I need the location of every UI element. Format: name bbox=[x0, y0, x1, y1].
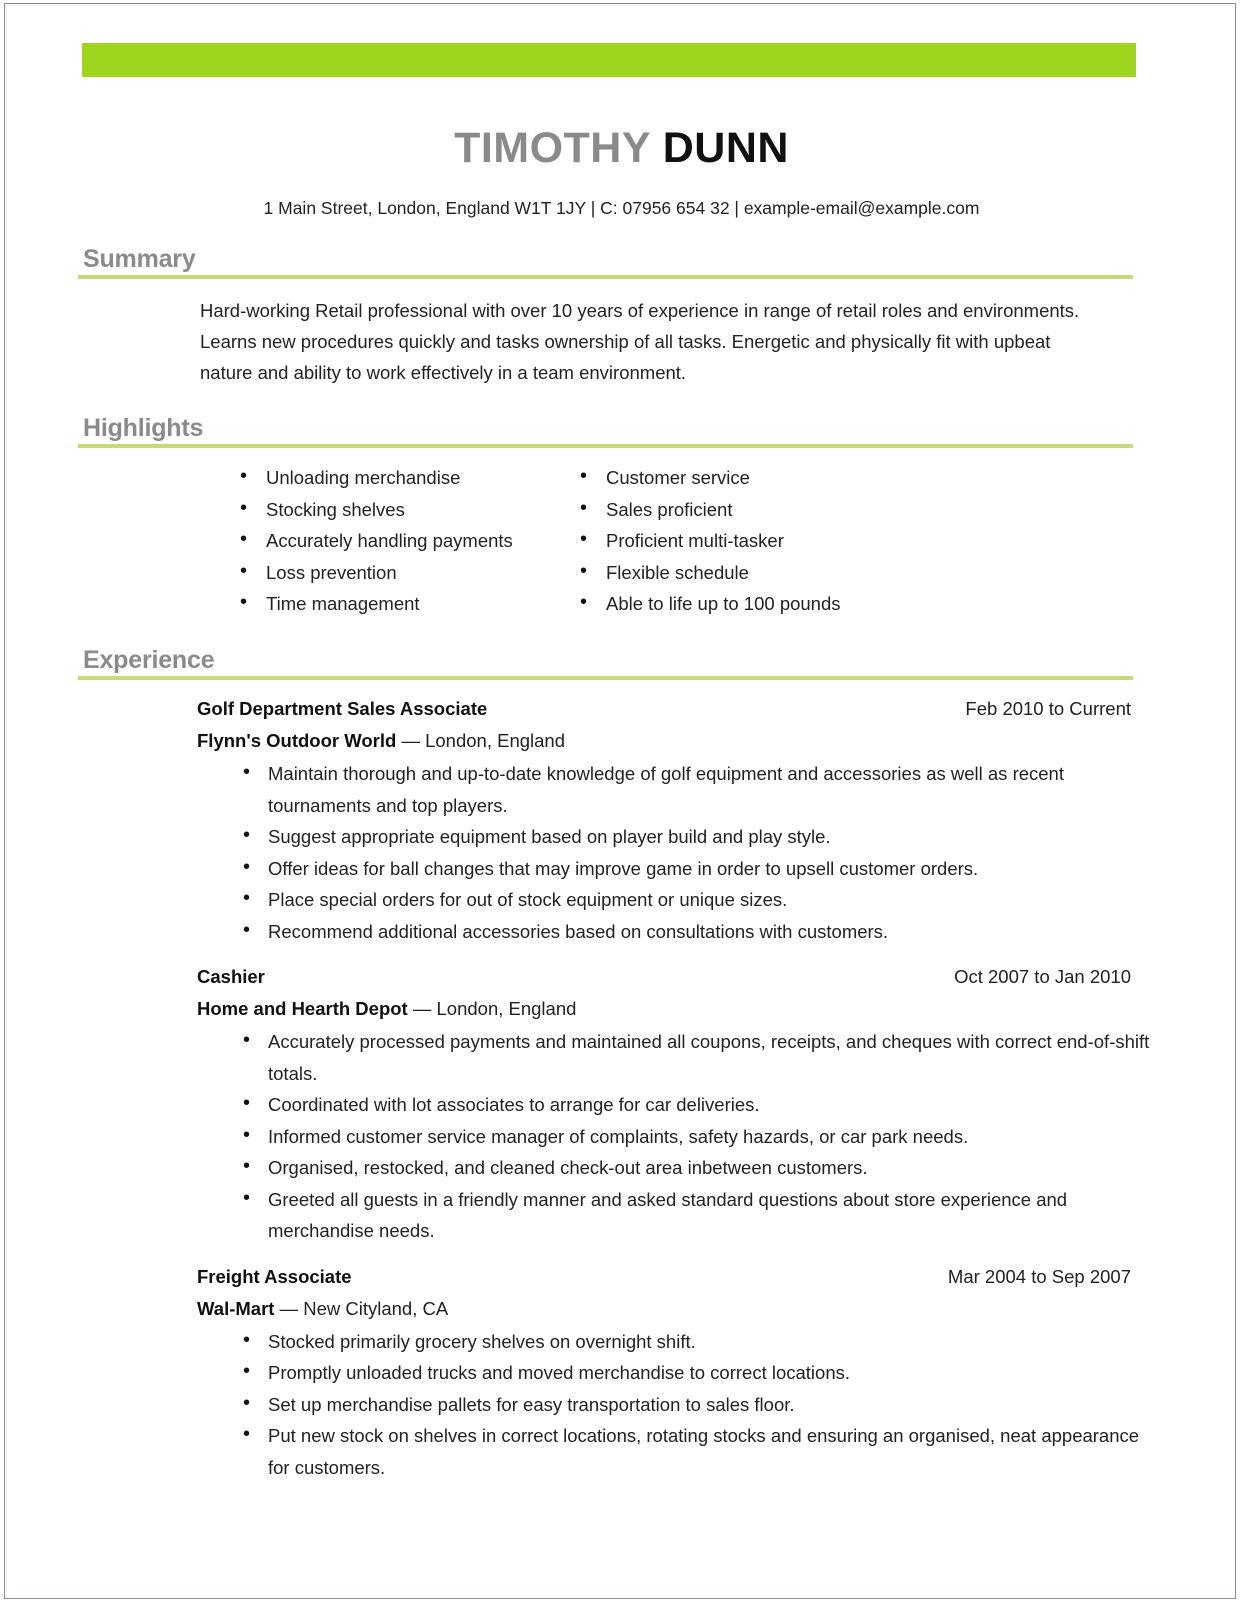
summary-text: Hard-working Retail professional with over 10 years of experience in range of retail roles and environments. Learns new procedures quickly and tasks ownership of all tasks. Energetic and physically fit with upbeat nature and ability to work effectively in a team environment. bbox=[200, 300, 1080, 384]
job-company-line: Home and Hearth Depot — London, England bbox=[197, 998, 577, 1020]
section-title-summary: Summary bbox=[83, 245, 196, 273]
experience-entry-header bbox=[197, 966, 1131, 993]
job-bullet: • Set up merchandise pallets for easy transportation to sales floor. bbox=[240, 1389, 1158, 1421]
section-rule-summary bbox=[78, 275, 1133, 279]
job-bullet: • Offer ideas for ball changes that may improve game in order to upsell customer orders. bbox=[240, 853, 1158, 885]
job-bullet: • Place special orders for out of stock equipment or unique sizes. bbox=[240, 884, 1158, 916]
job-bullet: • Recommend additional accessories based on consultations with customers. bbox=[240, 916, 1158, 948]
job-dates: Mar 2004 to Sep 2007 bbox=[947, 1265, 1131, 1287]
job-bullet: • Greeted all guests in a friendly manner and asked standard questions about store experience and merchandise needs. bbox=[240, 1184, 1158, 1247]
highlights-column-left bbox=[236, 462, 576, 620]
contact-line: 1 Main Street, London, England W1T 1JY | C: 07956 654 32 | example-email@example.com bbox=[263, 198, 980, 218]
highlight-item: • Sales proficient bbox=[576, 494, 916, 526]
job-bullet: • Suggest appropriate equipment based on player build and play style. bbox=[240, 821, 1158, 853]
page-title bbox=[0, 124, 1243, 173]
highlight-item: • Proficient multi-tasker bbox=[576, 525, 916, 557]
job-bullet: • Organised, restocked, and cleaned check-out area inbetween customers. bbox=[240, 1152, 1158, 1184]
first-name: TIMOTHY bbox=[454, 124, 663, 172]
job-bullet: • Accurately processed payments and maintained all coupons, receipts, and cheques with correct end-of-shift totals. bbox=[240, 1026, 1158, 1089]
highlight-item: • Flexible schedule bbox=[576, 557, 916, 589]
highlight-item: • Loss prevention bbox=[236, 557, 576, 589]
job-company-name: Wal-Mart bbox=[197, 1297, 275, 1319]
highlight-item: • Stocking shelves bbox=[236, 494, 576, 526]
section-summary bbox=[78, 246, 1133, 388]
highlight-item: • Customer service bbox=[576, 462, 916, 494]
experience-entry bbox=[78, 698, 1133, 947]
highlight-item: • Time management bbox=[236, 588, 576, 620]
job-dates: Oct 2007 to Jan 2010 bbox=[954, 966, 1131, 988]
header-accent-bar bbox=[82, 43, 1136, 77]
experience-entry-header bbox=[197, 1266, 1131, 1293]
job-bullet: • Maintain thorough and up-to-date knowledge of golf equipment and accessories as well as recent tournaments and top players. bbox=[240, 758, 1158, 821]
job-title: Freight Associate bbox=[197, 1265, 352, 1287]
job-company-line: Wal-Mart — New Cityland, CA bbox=[197, 1297, 449, 1319]
job-company-name: Flynn's Outdoor World bbox=[197, 730, 397, 752]
job-bullet: • Coordinated with lot associates to arrange for car deliveries. bbox=[240, 1089, 1158, 1121]
experience-entry bbox=[78, 966, 1150, 1247]
highlight-item: • Able to life up to 100 pounds bbox=[576, 588, 916, 620]
job-bullet-list bbox=[78, 758, 1133, 947]
job-bullet: • Promptly unloaded trucks and moved merchandise to correct locations. bbox=[240, 1357, 1158, 1389]
experience-list bbox=[78, 698, 1150, 1483]
job-company-name: Home and Hearth Depot bbox=[197, 998, 408, 1020]
job-title: Golf Department Sales Associate bbox=[197, 698, 488, 720]
highlight-item: • Accurately handling payments bbox=[236, 525, 576, 557]
job-bullet: • Put new stock on shelves in correct locations, rotating stocks and ensuring an organised, neat appearance for customers. bbox=[240, 1420, 1158, 1483]
experience-entry bbox=[78, 1265, 1140, 1484]
highlights-column-right bbox=[576, 462, 916, 620]
job-title: Cashier bbox=[197, 966, 265, 988]
last-name: DUNN bbox=[662, 124, 789, 172]
section-rule-highlights bbox=[78, 444, 1133, 448]
job-bullet-list bbox=[78, 1026, 1150, 1247]
section-experience bbox=[78, 646, 1150, 1483]
job-bullet-list bbox=[78, 1326, 1140, 1484]
job-dates: Feb 2010 to Current bbox=[965, 698, 1131, 720]
highlights-columns bbox=[236, 462, 1133, 620]
section-highlights bbox=[78, 415, 1133, 620]
job-company-line: Flynn's Outdoor World — London, England bbox=[197, 730, 566, 752]
experience-entry-header bbox=[197, 698, 1131, 725]
section-title-experience: Experience bbox=[83, 646, 215, 674]
job-bullet: • Informed customer service manager of complaints, safety hazards, or car park needs. bbox=[240, 1121, 1158, 1153]
section-rule-experience bbox=[78, 676, 1133, 680]
highlight-item: • Unloading merchandise bbox=[236, 462, 576, 494]
job-bullet: • Stocked primarily grocery shelves on overnight shift. bbox=[240, 1326, 1158, 1358]
section-title-highlights: Highlights bbox=[83, 414, 204, 442]
